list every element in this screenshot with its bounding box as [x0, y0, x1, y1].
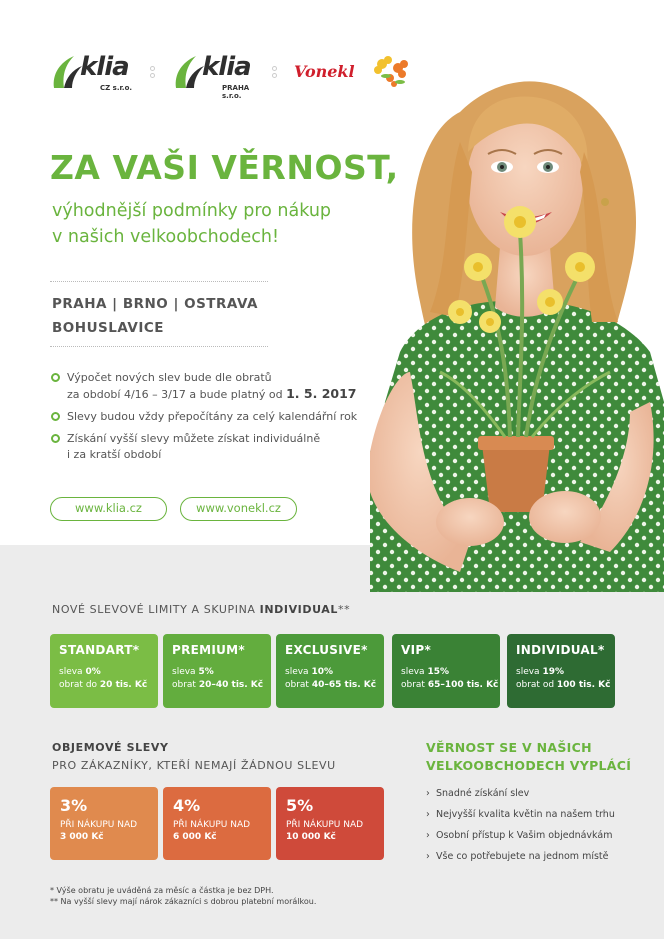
tier-turnover-value: 40–65 tis. Kč [311, 680, 377, 690]
cities-line-2: BOHUSLAVICE [52, 320, 164, 336]
subheadline-line-2: v našich velkoobchodech! [52, 227, 280, 247]
tier-turnover [172, 680, 263, 690]
klia-wordmark: klia [80, 52, 129, 82]
tier-card-exclusive [276, 634, 384, 708]
tier-turnover-value: 20 tis. Kč [99, 680, 148, 690]
tiers-title-text: NOVÉ SLEVOVÉ LIMITY A SKUPINA [52, 603, 260, 616]
tier-card-individual [507, 634, 615, 708]
tier-discount [516, 667, 607, 677]
volume-percent: 4% [173, 796, 201, 815]
tier-turnover-value: 20–40 tis. Kč [198, 680, 264, 690]
klia-praha-logo [172, 52, 262, 100]
volume-section-title: OBJEMOVÉ SLEVY [52, 741, 169, 754]
tier-turnover [516, 680, 611, 690]
tier-discount-value: 10% [311, 667, 333, 677]
tier-card-vip [392, 634, 500, 708]
tier-card-premium [163, 634, 271, 708]
cities-line-1: PRAHA | BRNO | OSTRAVA [52, 296, 258, 312]
klia-cz-logo [50, 52, 140, 96]
vonekl-flower-icon [372, 54, 412, 90]
chevron-right-icon: › [426, 788, 430, 799]
volume-percent: 5% [286, 796, 314, 815]
benefit-line-text: za období 4/16 – 3/17 a bude platný od [67, 388, 283, 401]
loyalty-item-text: Vše co potřebujete na jednom místě [436, 851, 609, 862]
loyalty-item [426, 787, 646, 808]
discount-tiers [50, 634, 620, 710]
benefit-item [50, 431, 370, 463]
tier-turnover-label: obrat [285, 680, 312, 690]
tier-name: VIP* [401, 643, 432, 657]
footnote: * Výše obratu je uváděná za měsíc a částka je bez DPH. [50, 886, 274, 895]
tier-name: EXCLUSIVE* [285, 643, 368, 657]
dotted-divider [50, 346, 268, 347]
loyalty-item-text: Nejvyšší kvalita květin na našem trhu [436, 809, 615, 820]
tier-name: PREMIUM* [172, 643, 245, 657]
benefit-line: Získání vyšší slevy můžete získat individuálně [67, 432, 321, 445]
klia-sub-line2: s.r.o. [222, 92, 242, 100]
logos-row [50, 48, 430, 98]
chevron-right-icon: › [426, 851, 430, 862]
vonekl-logo [294, 62, 424, 92]
volume-discounts [50, 787, 390, 861]
tier-discount-value: 15% [427, 667, 449, 677]
tier-turnover-label: obrat od [516, 680, 557, 690]
volume-card [276, 787, 384, 860]
klia-logo-icon [50, 54, 84, 92]
tiers-title-suffix: ** [338, 603, 351, 616]
tier-discount-value: 19% [542, 667, 564, 677]
loyalty-item [426, 808, 646, 829]
volume-label: PŘI NÁKUPU NAD [173, 820, 251, 830]
tiers-title-bold: INDIVIDUAL [259, 603, 339, 616]
volume-label: PŘI NÁKUPU NAD [286, 820, 364, 830]
dotted-divider [50, 281, 268, 282]
chevron-right-icon: › [426, 830, 430, 841]
bullet-circle-icon [51, 412, 60, 421]
tier-discount-label: sleva [172, 667, 199, 677]
tier-discount [59, 667, 150, 677]
bullet-circle-icon [51, 434, 60, 443]
tier-discount [401, 667, 492, 677]
tier-discount-label: sleva [401, 667, 428, 677]
volume-section-subtitle: PRO ZÁKAZNÍKY, KTEŘÍ NEMAJÍ ŽÁDNOU SLEVU [52, 759, 336, 772]
tier-turnover [59, 680, 150, 690]
volume-amount: 3 000 Kč [60, 832, 104, 842]
tiers-section-title [52, 603, 350, 616]
benefit-line: Slevy budou vždy přepočítány za celý kalendářní rok [67, 410, 358, 423]
vonekl-website-link[interactable]: www.vonekl.cz [180, 497, 297, 521]
vonekl-wordmark: Vonekl [294, 62, 355, 81]
loyalty-benefits [426, 787, 646, 871]
tier-turnover-label: obrat do [59, 680, 100, 690]
tier-card-standart [50, 634, 158, 708]
footnote: ** Na vyšší slevy mají nárok zákazníci s dobrou platební morálkou. [50, 897, 317, 906]
tier-name: STANDART* [59, 643, 140, 657]
tier-turnover [285, 680, 376, 690]
tier-discount-label: sleva [285, 667, 312, 677]
volume-label: PŘI NÁKUPU NAD [60, 820, 138, 830]
tier-discount-label: sleva [516, 667, 543, 677]
loyalty-item-text: Osobní přístup k Vašim objednávkám [436, 830, 613, 841]
klia-wordmark: klia [202, 52, 251, 82]
chevron-right-icon: › [426, 809, 430, 820]
loyalty-title-line-2: VELKOOBCHODECH VYPLÁCÍ [426, 758, 632, 773]
klia-sub-label [222, 84, 249, 100]
loyalty-title [426, 739, 636, 775]
klia-logo-icon [172, 54, 206, 92]
tier-turnover-label: obrat [401, 680, 428, 690]
volume-card [163, 787, 271, 860]
benefit-item [50, 370, 370, 403]
headline: ZA VAŠI VĚRNOST, [50, 148, 399, 187]
logo-separator [272, 66, 278, 78]
benefit-line: i za kratší období [67, 448, 162, 461]
logo-separator [150, 66, 156, 78]
tier-discount [172, 667, 263, 677]
volume-percent: 3% [60, 796, 88, 815]
tier-turnover-label: obrat [172, 680, 199, 690]
klia-website-link[interactable]: www.klia.cz [50, 497, 167, 521]
woman-with-daffodils-image [360, 72, 664, 592]
benefit-line: Výpočet nových slev bude dle obratů [67, 371, 272, 384]
klia-sub-label: CZ s.r.o. [100, 84, 133, 92]
subheadline-line-1: výhodnější podmínky pro nákup [52, 201, 332, 221]
tier-discount-value: 0% [85, 667, 101, 677]
volume-amount: 10 000 Kč [286, 832, 336, 842]
klia-sub-line1: PRAHA [222, 84, 250, 92]
loyalty-item [426, 829, 646, 850]
benefit-line [67, 386, 370, 403]
footnotes [50, 885, 470, 907]
volume-amount: 6 000 Kč [173, 832, 217, 842]
tier-turnover-value: 100 tis. Kč [556, 680, 611, 690]
benefit-date: 1. 5. 2017 [286, 386, 357, 401]
cities-list [52, 292, 292, 340]
tier-name: INDIVIDUAL* [516, 643, 605, 657]
tier-discount-value: 5% [198, 667, 214, 677]
volume-card [50, 787, 158, 860]
loyalty-item [426, 850, 646, 871]
loyalty-title-line-1: VĚRNOST SE V NAŠICH [426, 740, 592, 755]
tier-turnover [401, 680, 499, 690]
benefit-item [50, 409, 370, 425]
benefits-list [50, 370, 370, 469]
loyalty-item-text: Snadné získání slev [436, 788, 530, 799]
bullet-circle-icon [51, 373, 60, 382]
subheadline [52, 198, 382, 250]
tier-turnover-value: 65–100 tis. Kč [427, 680, 499, 690]
tier-discount [285, 667, 376, 677]
tier-discount-label: sleva [59, 667, 86, 677]
